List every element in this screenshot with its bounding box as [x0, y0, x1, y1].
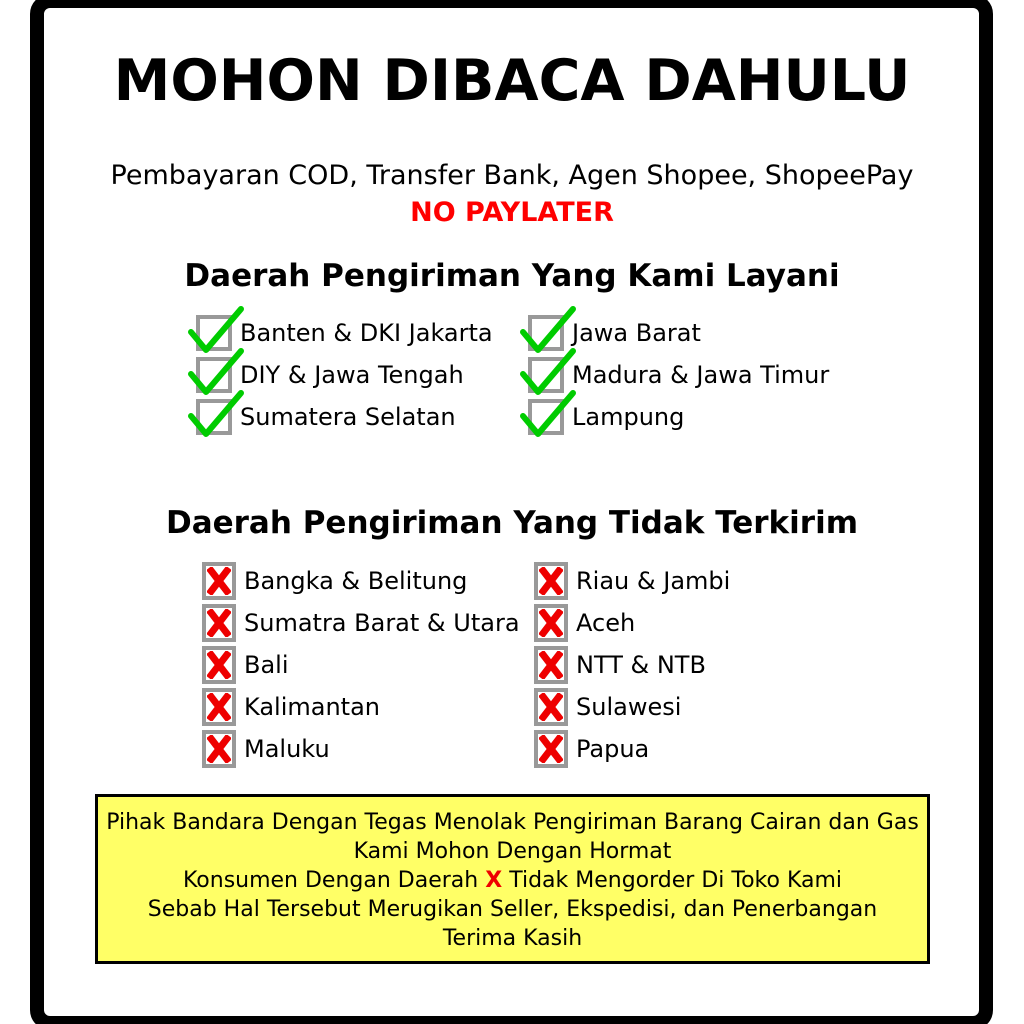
served-item [196, 396, 528, 438]
notice-line-3-before: Konsumen Dengan Daerah [182, 868, 479, 893]
notice-line-3 [98, 866, 927, 895]
notice-line-3-after: Tidak Mengorder Di Toko Kami [509, 868, 843, 893]
not-served-item [202, 686, 534, 728]
not-served-item [202, 728, 534, 770]
served-item-label: Lampung [572, 403, 685, 431]
not-served-item-label: Sumatra Barat & Utara [244, 609, 520, 637]
served-item [528, 396, 829, 438]
served-item-label: Madura & Jawa Timur [572, 361, 830, 389]
x-mark-icon [534, 688, 568, 726]
served-item-label: Banten & DKI Jakarta [240, 319, 493, 347]
not-served-item [202, 644, 534, 686]
red-x-mark: X [485, 868, 503, 893]
not-served-item-label: NTT & NTB [576, 651, 706, 679]
served-item [196, 312, 528, 354]
served-item-label: Jawa Barat [572, 319, 701, 347]
notice-line-1: Pihak Bandara Dengan Tegas Menolak Pengiriman Barang Cairan dan Gas [106, 810, 919, 835]
no-paylater-warning: NO PAYLATER [410, 197, 614, 228]
not-served-item-label: Kalimantan [244, 693, 380, 721]
notice-line-2: Kami Mohon Dengan Hormat [353, 839, 672, 864]
not-served-item-label: Bali [244, 651, 289, 679]
airport-warning-box [95, 794, 930, 964]
x-mark-icon [534, 604, 568, 642]
served-areas-heading: Daerah Pengiriman Yang Kami Layani [184, 258, 840, 294]
not-served-item [534, 728, 730, 770]
not-served-areas-heading: Daerah Pengiriman Yang Tidak Terkirim [165, 505, 859, 541]
not-served-item-label: Riau & Jambi [576, 567, 731, 595]
x-mark-icon [202, 646, 236, 684]
x-mark-icon [202, 604, 236, 642]
x-mark-icon [202, 688, 236, 726]
notice-line-5: Terima Kasih [442, 926, 583, 951]
not-served-item [202, 602, 534, 644]
page-title: MOHON DIBACA DAHULU [113, 48, 911, 114]
check-icon [196, 399, 232, 435]
x-mark-icon [534, 562, 568, 600]
x-mark-icon [202, 730, 236, 768]
served-item-label: DIY & Jawa Tengah [240, 361, 464, 389]
served-item-label: Sumatera Selatan [240, 403, 456, 431]
not-served-item [534, 686, 730, 728]
not-served-item-label: Aceh [576, 609, 636, 637]
not-served-item-label: Maluku [244, 735, 330, 763]
not-served-item-label: Papua [576, 735, 650, 763]
check-icon [528, 399, 564, 435]
x-mark-icon [202, 562, 236, 600]
not-served-item [202, 560, 534, 602]
served-areas-list [196, 312, 829, 438]
not-served-item [534, 644, 730, 686]
x-mark-icon [534, 646, 568, 684]
not-served-item-label: Sulawesi [576, 693, 682, 721]
payment-methods-line: Pembayaran COD, Transfer Bank, Agen Shopee, ShopeePay [110, 160, 914, 191]
served-item [196, 354, 528, 396]
not-served-item [534, 602, 730, 644]
not-served-areas-list [202, 560, 730, 770]
not-served-item [534, 560, 730, 602]
not-served-item-label: Bangka & Belitung [244, 567, 468, 595]
notice-line-4: Sebab Hal Tersebut Merugikan Seller, Ekspedisi, dan Penerbangan [147, 897, 878, 922]
x-mark-icon [534, 730, 568, 768]
